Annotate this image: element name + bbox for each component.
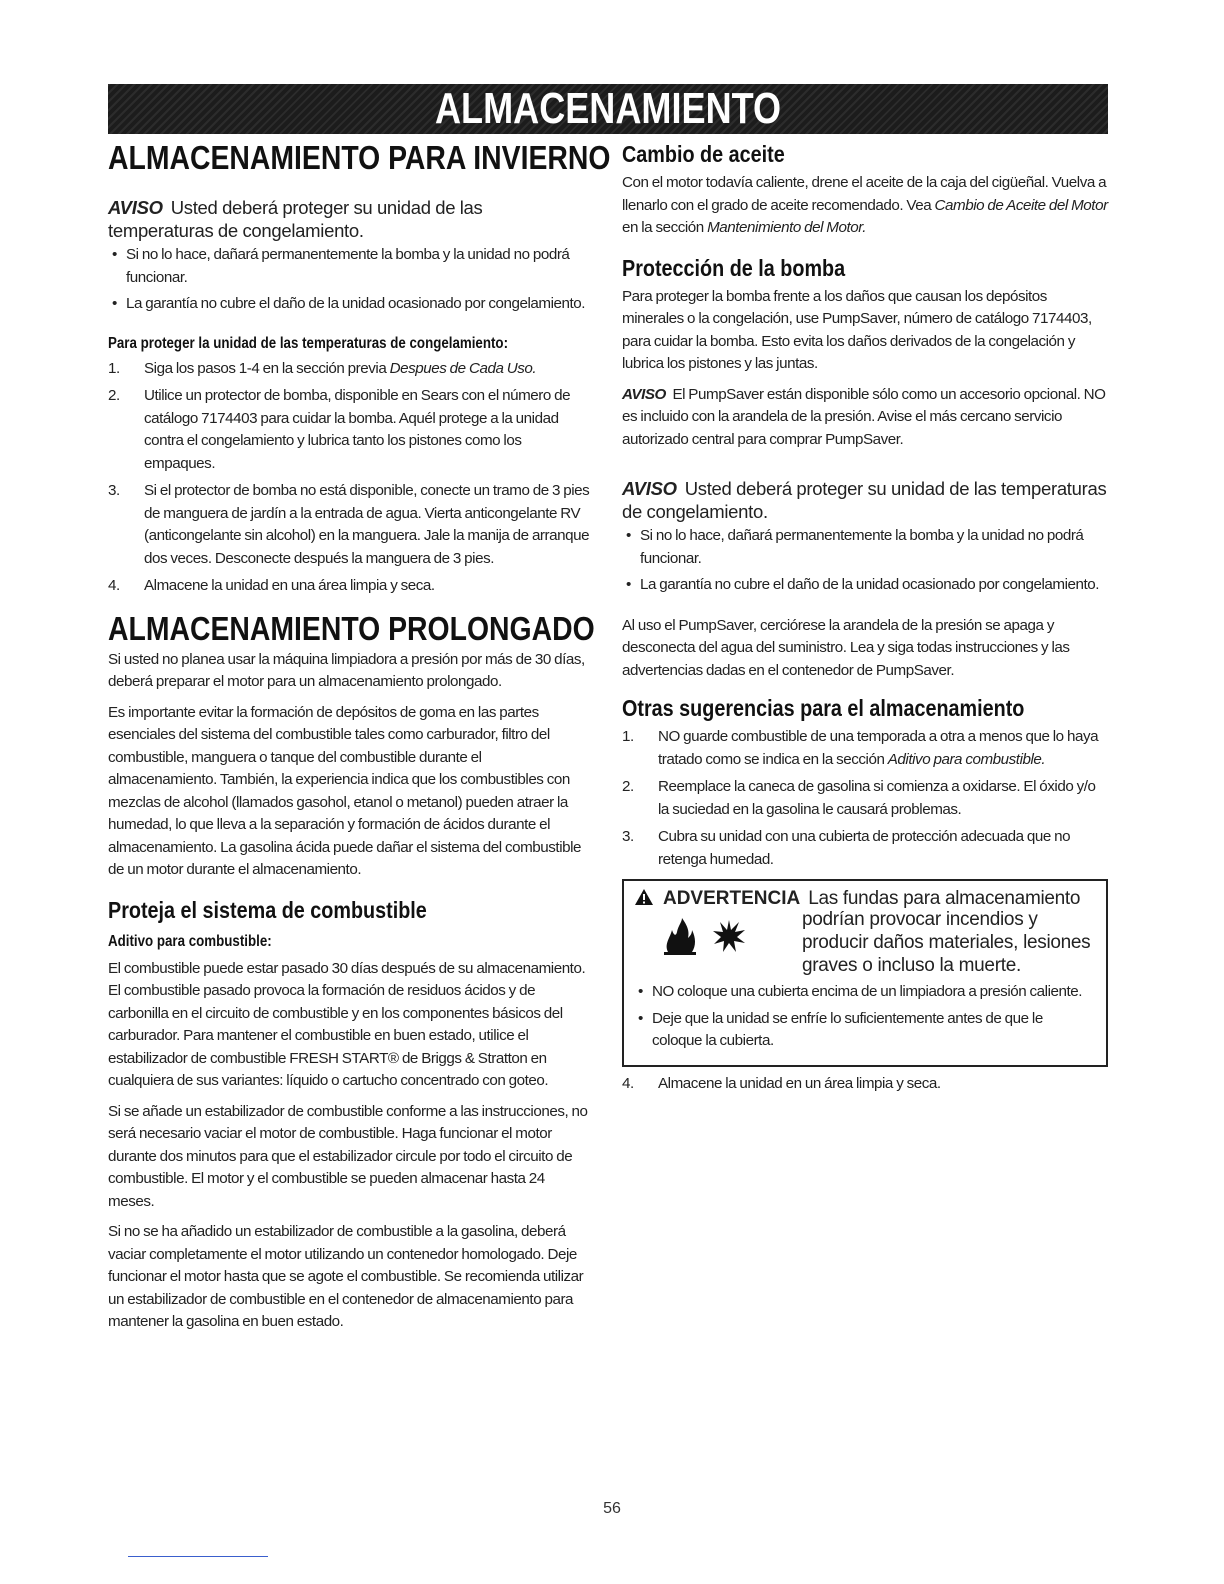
notice-2 xyxy=(622,477,1108,523)
notice-1-bullets xyxy=(108,244,592,316)
list-item: • Si no lo hace, dañará permanentemente la bomba y la unidad no podrá funcionar. xyxy=(108,244,592,289)
oil-text-part-2: en la sección xyxy=(622,219,708,236)
fuel-paragraph-3: Si no se ha añadido un estabilizador de combustible a la gasolina, deberá vaciar completamente el motor utilizando un contenedor homologado. Deje funcionar el motor hasta que se agote el combustible. Se recomienda utilizar un estabilizador de combustible en el contenedor de almacenamiento para mantener la gasolina en buen estado. xyxy=(108,1223,584,1330)
prolonged-paragraph-2: Es importante evitar la formación de depósitos de goma en las partes esenciales del sistema del combustible tales como carburador, filtro del combustible, manguera o tanque del combustible durante el almacenamiento. También, la experiencia indica que los combustibles con mezclas de alcohol (llamados gasohol, etanol o metanol) pueden atraer la humedad, lo que lleva a la separación y formación de ácidos durante el almacenamiento. La gasolina ácida puede dañar el sistema del combustible de un motor durante el almacenamiento. xyxy=(108,703,582,878)
step-number: 2. xyxy=(108,387,120,404)
step-number: 3. xyxy=(108,482,120,499)
step-text: Si el protector de bomba no está disponible, conecte un tramo de 3 pies de manguera de jardín a la entrada de agua. Vierta anticongelante RV (anticongelante sin alcohol) en la manguera. Jale la manija de arranque dos veces. Desconecte después la manguera de 3 pies. xyxy=(144,482,590,567)
list-item xyxy=(622,726,1108,771)
maintenance-reference: Mantenimiento del Motor. xyxy=(707,219,867,236)
step-number: 1. xyxy=(108,359,120,377)
warning-title xyxy=(634,887,1096,910)
page-number: 56 xyxy=(603,1500,621,1517)
step-number: 4. xyxy=(108,577,120,594)
step-text: Almacene la unidad en una área limpia y seca. xyxy=(144,577,435,594)
list-item xyxy=(622,776,1108,821)
pumpsaver-aviso xyxy=(622,384,1108,452)
other-storage-heading: Otras sugerencias para el almacenamiento xyxy=(622,695,1025,721)
left-column xyxy=(108,139,611,1334)
section-banner xyxy=(108,84,1108,134)
step-number: 1. xyxy=(622,728,634,745)
list-item xyxy=(622,1073,1108,1096)
fuel-system-heading: Proteja el sistema de combustible xyxy=(108,896,427,923)
oil-change-heading: Cambio de aceite xyxy=(622,141,785,167)
warning-bullets xyxy=(634,981,1096,1053)
list-item: • Si no lo hace, dañará permanentemente la bomba y la unidad no podrá funcionar. xyxy=(622,525,1108,570)
step-text: Reemplace la caneca de gasolina si comienza a oxidarse. El óxido y/o la suciedad en la gasolina le causará problemas. xyxy=(658,778,1096,818)
oil-reference: Cambio de Aceite del Motor xyxy=(934,196,1108,214)
fire-icon xyxy=(662,916,698,961)
notice-1-tag: AVISO xyxy=(108,197,163,218)
list-item xyxy=(108,480,592,570)
list-item xyxy=(622,826,1108,871)
step-text: NO guarde combustible de una temporada a otra a menos que lo haya tratado como se indica en la sección xyxy=(658,728,1099,768)
notice-2-bullets xyxy=(622,525,1108,597)
notice-2-text: Usted deberá proteger su unidad de las temperaturas de congelamiento. xyxy=(622,478,1107,522)
step-text: Siga los pasos 1-4 en la sección previa xyxy=(144,359,390,377)
aviso-tag: AVISO xyxy=(622,385,666,403)
pumpsaver-usage-text: Al uso el PumpSaver, cerciórese la arandela de la presión se apaga y desconecta del agua del suministro. Lea y siga todas instrucciones y las advertencias dadas en el contenedor de PumpSaver. xyxy=(622,616,1070,679)
list-item: • NO coloque una cubierta encima de un limpiadora a presión caliente. xyxy=(634,981,1096,1004)
step-text: Almacene la unidad en un área limpia y seca. xyxy=(658,1074,941,1092)
warning-detail xyxy=(634,910,1096,977)
pump-protection-heading: Protección de la bomba xyxy=(622,254,846,281)
list-item xyxy=(108,575,592,598)
other-storage-steps xyxy=(622,726,1108,871)
footer-divider xyxy=(128,1556,268,1557)
protect-freezing-heading: Para proteger la unidad de las temperaturas de congelamiento: xyxy=(108,334,509,352)
step-text: Cubra su unidad con una cubierta de protección adecuada que no retenga humedad. xyxy=(658,828,1071,868)
explosion-icon xyxy=(712,916,746,961)
step-number: 4. xyxy=(622,1074,634,1092)
warning-triangle-icon xyxy=(634,888,663,909)
list-item: • Deje que la unidad se enfríe lo suficientemente antes de que le coloque la cubierta. xyxy=(634,1008,1096,1053)
step-number: 2. xyxy=(622,778,634,795)
freeze-steps xyxy=(108,358,592,598)
step-reference: Aditivo para combustible. xyxy=(887,750,1046,768)
fuel-additive-heading: Aditivo para combustible: xyxy=(108,932,272,950)
fuel-paragraph-1: El combustible puede estar pasado 30 días después de su almacenamiento. El combustible pasado provoca la formación de residuos ácidos y de carbonilla en el circuito de combustible y en los componentes básicos del carburador. Para mantener el combustible en buen estado, utilice el estabilizador de combustible FRESH START® de Briggs & Stratton en cualquiera de sus variantes: líquido o cartucho concentrado con goteo. xyxy=(108,959,586,1089)
aviso-text: El PumpSaver están disponible sólo como un accesorio opcional. NO es incluido con la arandela de la presión. Avise el más cercano servicio autorizado central para comprar PumpSaver. xyxy=(622,385,1106,448)
notice-2-tag: AVISO xyxy=(622,478,677,499)
warning-line-2: podrían provocar incendios y producir daños materiales, lesiones graves o incluso la muerte. xyxy=(802,909,1091,976)
right-column xyxy=(622,140,1108,1100)
warning-label: ADVERTENCIA xyxy=(662,888,801,909)
step-reference: Despues de Cada Uso. xyxy=(389,359,537,377)
notice-1-text: Usted deberá proteger su unidad de las temperaturas de congelamiento. xyxy=(108,197,483,241)
oil-text-part-1: Con el motor todavía caliente, drene el aceite de la caja del cigüeñal. Vuelva a llenarlo con el grado de aceite recomendado. Vea xyxy=(622,174,1107,214)
final-step xyxy=(622,1073,1108,1096)
list-item: • La garantía no cubre el daño de la unidad ocasionado por congelamiento. xyxy=(108,293,592,316)
warning-box xyxy=(622,879,1108,1067)
warning-icons xyxy=(634,912,802,961)
winter-storage-heading: ALMACENAMIENTO PARA INVIERNO xyxy=(108,139,611,176)
oil-change-text xyxy=(622,172,1108,240)
fuel-paragraph-2: Si se añade un estabilizador de combustible conforme a las instrucciones, no será necesario vaciar el motor de combustible. Haga funcionar el motor durante dos minutos para que el estabilizador circule por todo el circuito de combustible. El motor y el combustible se pueden almacenar hasta 24 meses. xyxy=(108,1102,588,1210)
pump-protection-text: Para proteger la bomba frente a los daños que causan los depósitos minerales o la congelación, use PumpSaver, número de catálogo 7174403, para cuidar la bomba. Esto evita los daños derivados de la congelación y lubrica los pistones y las juntas. xyxy=(622,287,1092,372)
list-item: • La garantía no cubre el daño de la unidad ocasionado por congelamiento. xyxy=(622,574,1108,597)
warning-line-1: Las fundas para almacenamiento xyxy=(808,888,1081,909)
prolonged-storage-heading: ALMACENAMIENTO PROLONGADO xyxy=(108,609,595,647)
list-item xyxy=(108,385,592,475)
step-number: 3. xyxy=(622,828,634,845)
prolonged-paragraph-1: Si usted no planea usar la máquina limpiadora a presión por más de 30 días, deberá preparar el motor para un almacenamiento prolongado. xyxy=(108,650,585,690)
step-text: Utilice un protector de bomba, disponible en Sears con el número de catálogo 7174403 para cuidar la bomba. Aquél protege a la unidad contra el congelamiento y lubrica tanto los pistones como los empaques. xyxy=(144,387,571,472)
list-item xyxy=(108,358,592,381)
banner-title: ALMACENAMIENTO xyxy=(434,84,782,133)
notice-1 xyxy=(108,196,592,242)
